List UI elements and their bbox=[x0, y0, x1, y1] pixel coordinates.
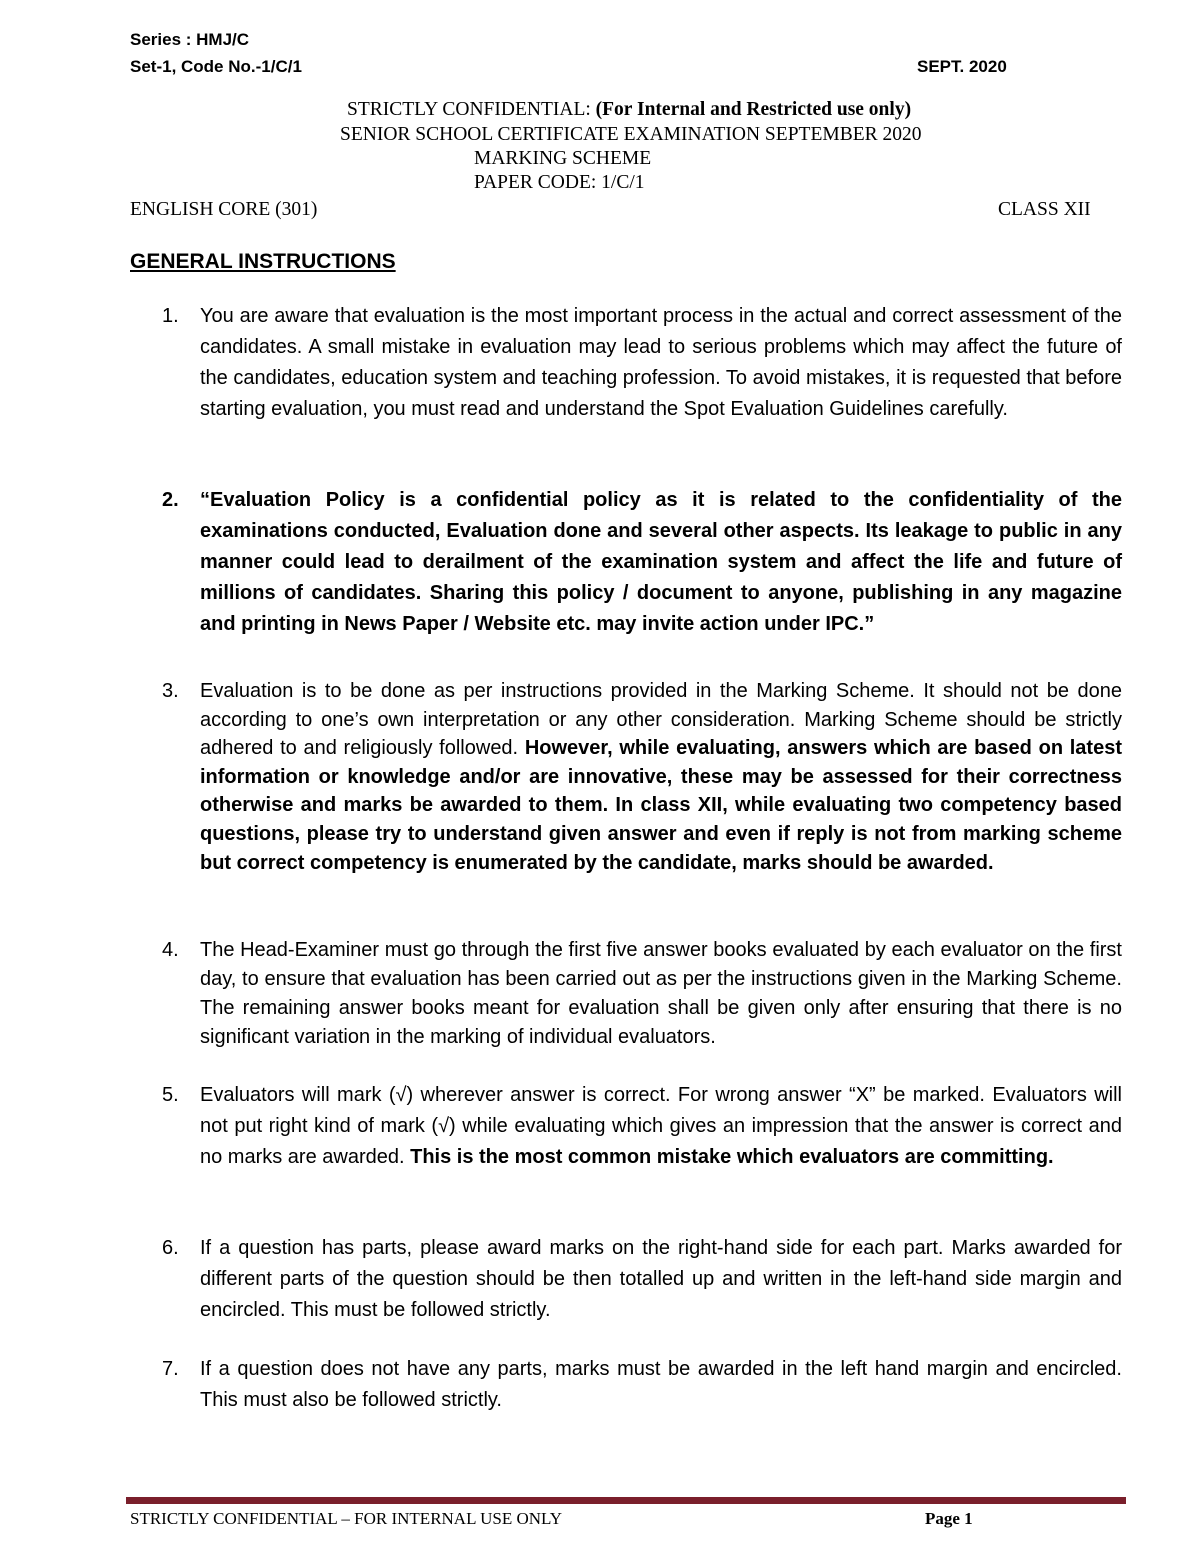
instruction-text: If a question has parts, please award marks on the right-hand side for each part. Marks awarded for different parts of the question should be then totalled up and written in the left-hand side margin and encircled. This must be followed strictly. bbox=[200, 1237, 1122, 1321]
instruction-item-6 bbox=[130, 1233, 1122, 1326]
general-instructions-heading: GENERAL INSTRUCTIONS bbox=[130, 250, 396, 273]
instruction-text bbox=[200, 677, 1122, 877]
instruction-number: 7. bbox=[162, 1358, 179, 1380]
class-label: CLASS XII bbox=[998, 199, 1091, 220]
set-code-label: Set-1, Code No.-1/C/1 bbox=[130, 57, 302, 76]
instruction-text: The Head-Examiner must go through the first five answer books evaluated by each evaluator on the first day, to ensure that evaluation has been carried out as per the instructions given in the Marking Scheme. The remaining answer books meant for evaluation shall be given only after ensuring that there is no significant variation in the marking of individual evaluators. bbox=[200, 939, 1122, 1048]
confidential-note: (For Internal and Restricted use only) bbox=[595, 99, 912, 120]
instruction-number: 6. bbox=[162, 1237, 179, 1259]
instruction-number: 3. bbox=[162, 680, 179, 702]
subject-label: ENGLISH CORE (301) bbox=[130, 199, 318, 220]
scheme-title: MARKING SCHEME bbox=[474, 148, 652, 169]
instruction-text-normal: Evaluators will mark (√) wherever answer is correct. For wrong answer “X” be marked. Evaluators will not put right kind of mark (√) while evaluating which gives an impression that the answer is correct and no marks are awarded. bbox=[200, 1084, 1122, 1168]
series-label: Series : HMJ/C bbox=[130, 30, 250, 49]
instruction-text: You are aware that evaluation is the most important process in the actual and correct assessment of the candidates. A small mistake in evaluation may lead to serious problems which may affect the future of the candidates, education system and teaching profession. To avoid mistakes, it is requested that before starting evaluation, you must read and understand the Spot Evaluation Guidelines carefully. bbox=[200, 305, 1122, 420]
date-label: SEPT. 2020 bbox=[917, 57, 1007, 76]
instruction-item-1 bbox=[130, 301, 1122, 425]
confidential-label: STRICTLY CONFIDENTIAL: bbox=[347, 99, 591, 120]
page-number: Page 1 bbox=[925, 1509, 973, 1528]
instruction-text bbox=[200, 1080, 1122, 1173]
exam-title: SENIOR SCHOOL CERTIFICATE EXAMINATION SEPTEMBER 2020 bbox=[340, 124, 922, 145]
instruction-text: If a question does not have any parts, marks must be awarded in the left hand margin and encircled. This must also be followed strictly. bbox=[200, 1358, 1122, 1411]
footer-confidential: STRICTLY CONFIDENTIAL – FOR INTERNAL USE ONLY bbox=[130, 1509, 562, 1528]
instruction-text-bold: However, while evaluating, answers which are based on latest information or knowledge and/or are innovative, these may be assessed for their correctness otherwise and marks be awarded to them. In class XII, while evaluating two competency based questions, please try to understand given answer and even if reply is not from marking scheme but correct competency is enumerated by the candidate, marks should be awarded. bbox=[200, 737, 1122, 874]
confidential-line bbox=[347, 99, 911, 121]
instruction-number: 2. bbox=[162, 489, 179, 511]
instruction-number: 5. bbox=[162, 1084, 179, 1106]
instruction-text: “Evaluation Policy is a confidential policy as it is related to the confidentiality of the examinations conducted, Evaluation done and several other aspects. Its leakage to public in any manner could lead to derailment of the examination system and affect the life and future of millions of candidates. Sharing this policy / document to anyone, publishing in any magazine and printing in News Paper / Website etc. may invite action under IPC.” bbox=[200, 489, 1122, 635]
instruction-item-7 bbox=[130, 1354, 1122, 1416]
instruction-item-4 bbox=[130, 936, 1122, 1052]
paper-code: PAPER CODE: 1/C/1 bbox=[474, 172, 645, 193]
instruction-item-2 bbox=[130, 485, 1122, 640]
instruction-item-5 bbox=[130, 1080, 1122, 1173]
instruction-text-normal: Evaluation is to be done as per instructions provided in the Marking Scheme. It should not be done according to one’s own interpretation or any other consideration. Marking Scheme should be strictly adhered to and religiously followed. bbox=[200, 680, 1122, 760]
instruction-text-bold: This is the most common mistake which evaluators are committing. bbox=[410, 1146, 1054, 1168]
footer-divider bbox=[126, 1497, 1126, 1504]
instruction-number: 4. bbox=[162, 939, 179, 961]
instruction-item-3 bbox=[130, 677, 1122, 877]
instruction-number: 1. bbox=[162, 305, 179, 327]
